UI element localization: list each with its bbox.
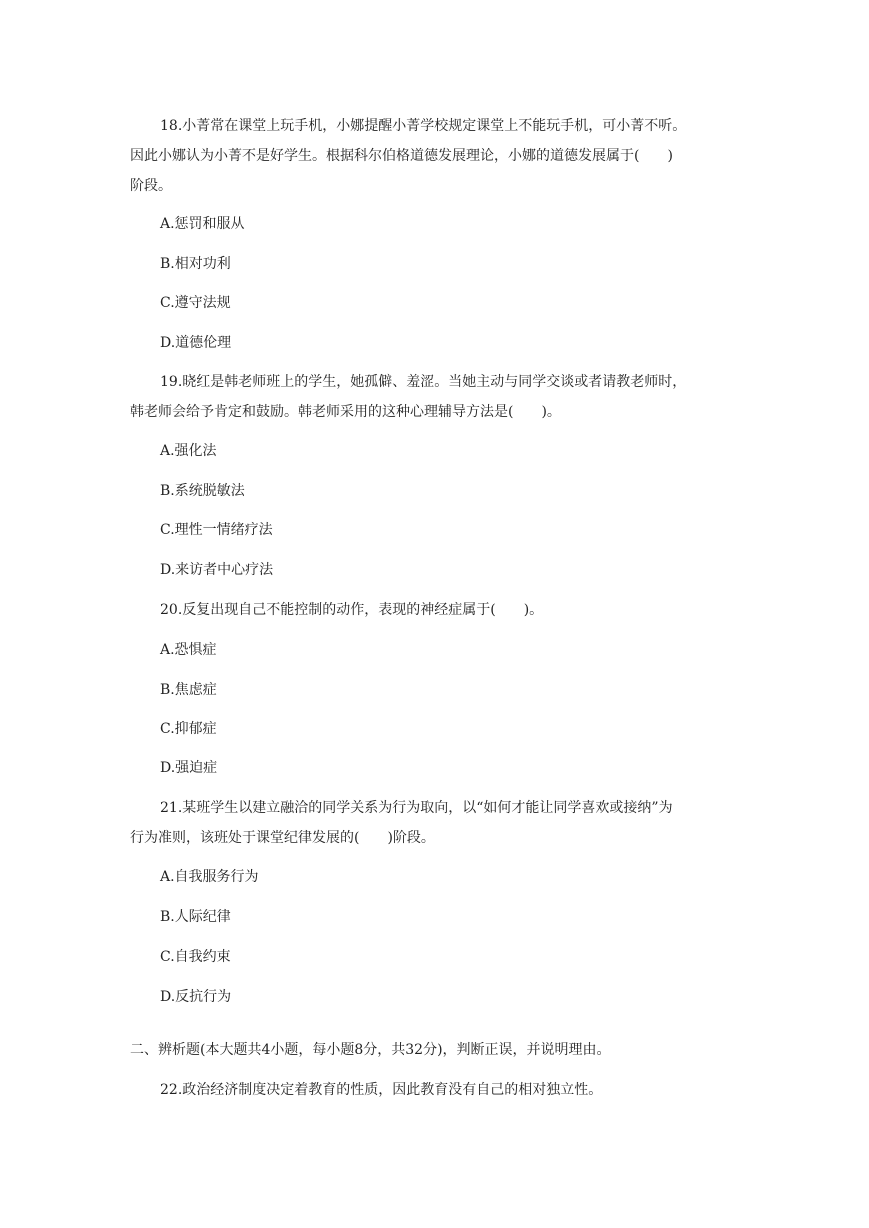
q19-stem-line-1: 19.晓红是韩老师班上的学生，她孤僻、羞涩。当她主动与同学交谈或者请教老师时， xyxy=(160,374,687,390)
q22-stem: 22.政治经济制度决定着教育的性质，因此教育没有自己的相对独立性。 xyxy=(160,1082,603,1098)
q19-stem-line-2: 韩老师会给予肯定和鼓励。韩老师采用的这种心理辅导方法是( )。 xyxy=(130,404,561,420)
q21-stem-line-2: 行为准则，该班处于课堂纪律发展的( )阶段。 xyxy=(130,830,435,846)
q18-option-a: A.惩罚和服从 xyxy=(160,216,245,232)
q20-option-c: C.抑郁症 xyxy=(160,721,217,737)
q19-option-c: C.理性一情绪疗法 xyxy=(160,522,273,538)
q21-stem-line-1: 21.某班学生以建立融洽的同学关系为行为取向，以“如何才能让同学喜欢或接纳”为 xyxy=(160,800,673,816)
q19-option-a: A.强化法 xyxy=(160,443,217,459)
q20-stem-line-1: 20.反复出现自己不能控制的动作，表现的神经症属于( )。 xyxy=(160,602,544,618)
q20-option-a: A.恐惧症 xyxy=(160,642,217,658)
q18-stem-line-3: 阶段。 xyxy=(130,178,172,194)
q21-option-a: A.自我服务行为 xyxy=(160,869,259,885)
section-heading: 二、辨析题(本大题共4小题，每小题8分，共32分)，判断正误，并说明理由。 xyxy=(130,1042,611,1058)
q21-option-c: C.自我约束 xyxy=(160,949,231,965)
q20-option-d: D.强迫症 xyxy=(160,760,218,776)
q20-option-b: B.焦虑症 xyxy=(160,682,217,698)
q19-option-b: B.系统脱敏法 xyxy=(160,483,245,499)
q18-stem-line-2: 因此小娜认为小菁不是好学生。根据科尔伯格道德发展理论，小娜的道德发展属于( ) xyxy=(130,148,673,164)
q18-stem-line-1: 18.小菁常在课堂上玩手机，小娜提醒小菁学校规定课堂上不能玩手机，可小菁不听。 xyxy=(160,118,687,134)
q18-option-d: D.道德伦理 xyxy=(160,335,232,351)
q19-option-d: D.来访者中心疗法 xyxy=(160,562,274,578)
q21-option-b: B.人际纪律 xyxy=(160,909,231,925)
q21-option-d: D.反抗行为 xyxy=(160,989,232,1005)
q18-option-c: C.遵守法规 xyxy=(160,295,231,311)
q18-option-b: B.相对功利 xyxy=(160,256,231,272)
